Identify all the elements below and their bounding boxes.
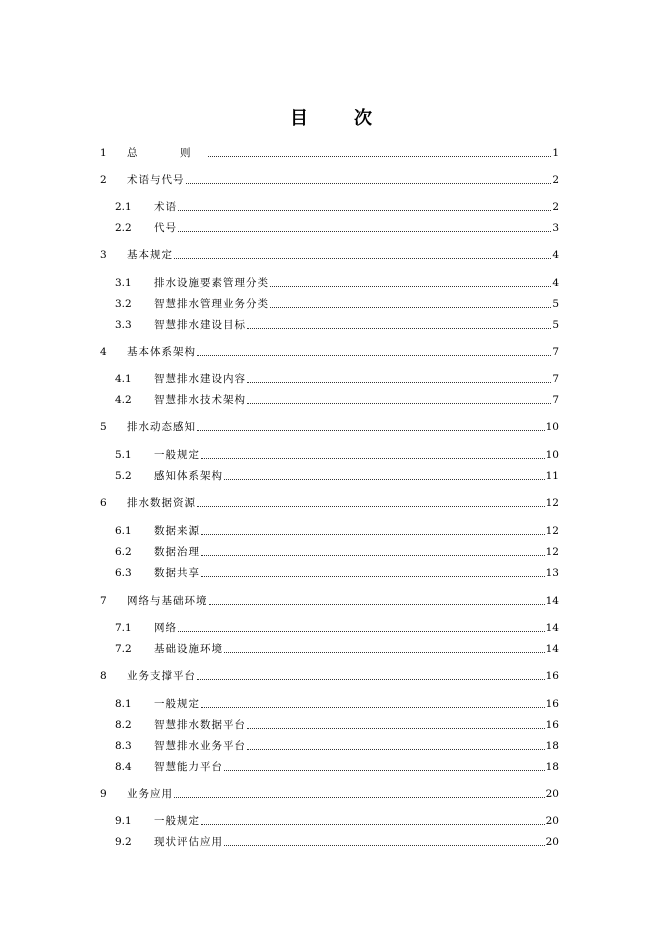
toc-page-number: 5 [552,298,559,310]
toc-entry-number: 6.2 [115,546,132,558]
toc-entry-number: 7 [100,595,107,607]
toc-section-entry [115,716,559,732]
toc-entry-label: 网络与基础环境 [127,595,208,607]
toc-leader-dots [197,505,545,507]
toc-section-entry [115,522,559,538]
toc-entry-label: 数据共享 [154,567,200,579]
toc-chapter-entry [100,418,559,434]
toc-entry-number: 8.3 [115,740,132,752]
toc-entry-number: 6 [100,497,107,509]
toc-entry-number: 3.3 [115,319,132,331]
toc-leader-dots [174,796,545,798]
toc-section-entry [115,543,559,559]
toc-page-number: 18 [545,740,559,752]
toc-page-number: 10 [545,449,559,461]
toc-entry-number: 9.2 [115,836,132,848]
toc-page-number: 16 [545,719,559,731]
toc-entry-number: 6.1 [115,525,132,537]
toc-page-number: 12 [545,546,559,558]
toc-entry-label: 智慧排水数据平台 [154,719,246,731]
toc-leader-dots [247,727,545,729]
toc-section-entry [115,316,559,332]
toc-page-number: 7 [552,373,559,385]
toc-leader-dots [174,257,551,259]
toc-page-number: 16 [545,698,559,710]
toc-section-entry [115,295,559,311]
toc-entry-number: 8.2 [115,719,132,731]
toc-page-number: 2 [552,174,559,186]
toc-entry-label: 术语与代号 [127,174,185,186]
toc-entry-number: 3.1 [115,277,132,289]
toc-entry-label: 数据治理 [154,546,200,558]
toc-page-number: 20 [545,815,559,827]
toc-page-number: 18 [545,761,559,773]
toc-entry-number: 2.1 [115,201,132,213]
toc-entry-number: 5.2 [115,470,132,482]
toc-entry-label: 业务支撑平台 [127,670,196,682]
toc-entry-number: 1 [100,147,107,159]
toc-page-number: 10 [545,421,559,433]
toc-entry-label: 感知体系架构 [154,470,223,482]
toc-leader-dots [201,706,545,708]
toc-entry-number: 5 [100,421,107,433]
toc-leader-dots [247,402,551,404]
toc-page-number: 7 [552,346,559,358]
toc-leader-dots [247,748,545,750]
toc-leader-dots [178,230,551,232]
toc-page-number: 20 [545,836,559,848]
toc-section-entry [115,219,559,235]
toc-entry-label: 排水设施要素管理分类 [154,277,269,289]
toc-page-number: 20 [545,788,559,800]
toc-leader-dots [178,209,551,211]
toc-entry-number: 6.3 [115,567,132,579]
toc-entry-number: 9 [100,788,107,800]
toc-section-entry [115,619,559,635]
toc-entry-label: 数据来源 [154,525,200,537]
toc-leader-dots [178,630,545,632]
toc-section-entry [115,695,559,711]
toc-chapter-entry [100,144,559,160]
toc-section-entry [115,391,559,407]
toc-entry-label: 业务应用 [127,788,173,800]
toc-section-entry [115,446,559,462]
toc-entry-label: 现状评估应用 [154,836,223,848]
toc-page-number: 5 [552,319,559,331]
toc-entry-number: 3 [100,249,107,261]
toc-entry-number: 3.2 [115,298,132,310]
toc-section-entry [115,758,559,774]
toc-entry-number: 9.1 [115,815,132,827]
toc-chapter-entry [100,171,559,187]
toc-page-number: 16 [545,670,559,682]
toc-chapter-entry [100,667,559,683]
toc-entry-number: 4.2 [115,394,132,406]
toc-leader-dots [224,651,545,653]
toc-section-entry [115,737,559,753]
toc-entry-label: 一般规定 [154,815,200,827]
toc-section-entry [115,812,559,828]
toc-entry-label: 一般规定 [154,449,200,461]
toc-page-number: 14 [545,595,559,607]
toc-entry-label: 排水数据资源 [127,497,196,509]
toc-leader-dots [186,182,552,184]
toc-entry-label: 智慧排水业务平台 [154,740,246,752]
toc-entry-label: 智慧排水技术架构 [154,394,246,406]
toc-section-entry [115,640,559,656]
toc-entry-number: 7.1 [115,622,132,634]
toc-leader-dots [197,429,545,431]
toc-leader-dots [201,575,545,577]
toc-entry-number: 4.1 [115,373,132,385]
toc-chapter-entry [100,785,559,801]
toc-leader-dots [201,457,545,459]
toc-entry-number: 8.4 [115,761,132,773]
toc-section-entry [115,274,559,290]
toc-entry-label: 智慧排水建设内容 [154,373,246,385]
toc-entry-label: 排水动态感知 [127,421,196,433]
toc-leader-dots [224,769,545,771]
toc-chapter-entry [100,246,559,262]
toc-leader-dots [247,327,551,329]
toc-page-number: 1 [552,147,559,159]
toc-entry-number: 8.1 [115,698,132,710]
toc-leader-dots [201,554,545,556]
toc-page-number: 2 [552,201,559,213]
toc-leader-dots [197,678,545,680]
toc-leader-dots [209,603,545,605]
toc-entry-label: 智慧排水管理业务分类 [154,298,269,310]
toc-entry-number: 8 [100,670,107,682]
toc-entry-number: 7.2 [115,643,132,655]
toc-page-number: 14 [545,643,559,655]
toc-leader-dots [197,354,551,356]
toc-entry-number: 4 [100,346,107,358]
toc-entry-label: 智慧能力平台 [154,761,223,773]
toc-page-number: 13 [545,567,559,579]
toc-entry-label: 一般规定 [154,698,200,710]
toc-leader-dots [247,381,551,383]
toc-entry-label: 基础设施环境 [154,643,223,655]
toc-section-entry [115,564,559,580]
toc-chapter-entry [100,343,559,359]
toc-entry-number: 2.2 [115,222,132,234]
toc-section-entry [115,370,559,386]
toc-page-number: 12 [545,525,559,537]
toc-page-number: 3 [552,222,559,234]
toc-entry-label: 术语 [154,201,177,213]
toc-entry-label: 基本体系架构 [127,346,196,358]
toc-leader-dots [201,533,545,535]
toc-leader-dots [270,285,551,287]
toc-leader-dots [224,844,545,846]
toc-leader-dots [224,478,545,480]
toc-entry-label: 总 则 [127,147,207,159]
toc-entry-label: 智慧排水建设目标 [154,319,246,331]
toc-section-entry [115,198,559,214]
toc-entry-number: 2 [100,174,107,186]
toc-page-number: 4 [552,249,559,261]
toc-leader-dots [208,155,552,157]
toc-page-number: 7 [552,394,559,406]
toc-chapter-entry [100,494,559,510]
toc-entry-number: 5.1 [115,449,132,461]
toc-section-entry [115,833,559,849]
toc-entry-label: 网络 [154,622,177,634]
toc-page-number: 14 [545,622,559,634]
toc-page-number: 12 [545,497,559,509]
toc-leader-dots [201,823,545,825]
toc-chapter-entry [100,592,559,608]
toc-page-number: 4 [552,277,559,289]
toc-section-entry [115,467,559,483]
toc-entry-label: 基本规定 [127,249,173,261]
toc-title: 目 次 [290,108,386,129]
toc-page-number: 11 [545,470,559,482]
toc-entry-label: 代号 [154,222,177,234]
toc-leader-dots [270,306,551,308]
